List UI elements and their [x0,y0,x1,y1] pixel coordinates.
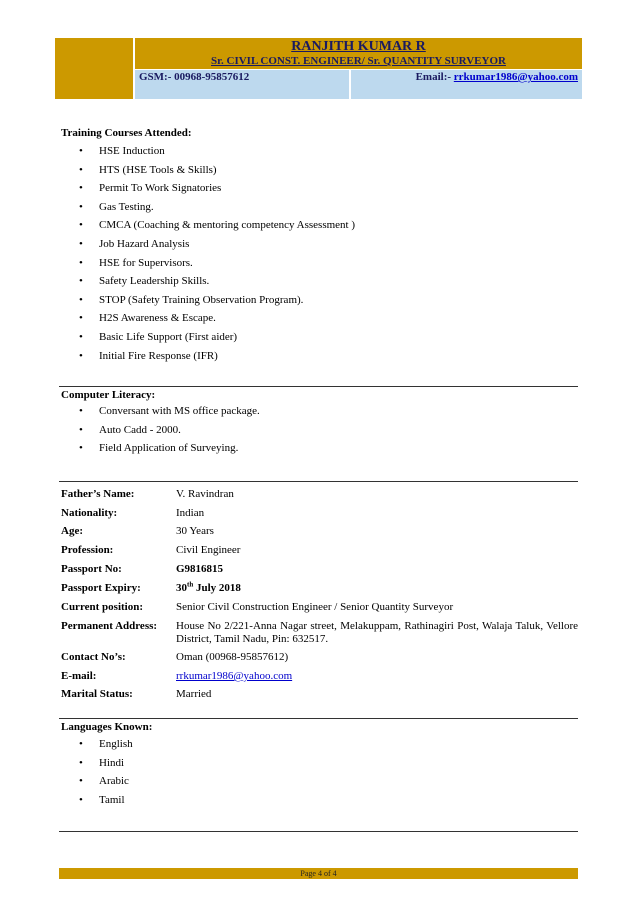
header-email-link[interactable]: rrkumar1986@yahoo.com [453,71,578,83]
list-item-text: Arabic [99,775,129,788]
detail-value: G9816815 [176,563,224,575]
bullet-icon: • [79,756,83,769]
detail-value: House No 2/221-Anna Nagar street, Melakuppam, Rathinagiri Post, Walaja Taluk, Vellore District, Tamil Nadu, Pin: 632517. [176,620,578,645]
list-item [79,291,355,310]
list-item-text: Field Application of Surveying. [99,442,239,455]
list-item [79,198,355,217]
list-item [79,179,355,198]
list-item [79,161,355,180]
bullet-icon: • [79,256,83,269]
list-item-text: Hindi [99,756,125,769]
page-number: Page 4 of 4 [300,869,337,878]
detail-value: Senior Civil Construction Engineer / Senior Quantity Surveyor [176,601,454,613]
detail-label: Current position: [61,601,143,613]
header-phone: GSM:- 00968-95857612 [139,71,250,83]
list-item-text: Safety Leadership Skills. [99,275,210,288]
list-item-text: Basic Life Support (First aider) [99,330,238,343]
list-item [79,328,355,347]
bullet-icon: • [79,145,83,157]
detail-value: Married [176,688,212,700]
detail-value: Civil Engineer [176,544,241,556]
detail-label: Profession: [61,544,114,556]
bullet-icon: • [79,738,83,750]
training-list [79,142,355,365]
detail-label: E-mail: [61,670,97,682]
training-title: Training Courses Attended: [61,127,192,139]
list-item [79,754,133,773]
languages-title: Languages Known: [61,721,153,733]
detail-label: Marital Status: [61,688,133,700]
bullet-icon: • [79,163,83,176]
list-item-text: Permit To Work Signatories [99,182,222,195]
bullet-icon: • [79,775,83,788]
header-divider [349,70,351,99]
bullet-icon: • [79,182,83,195]
list-item [79,216,355,235]
computer-title: Computer Literacy: [61,389,156,401]
list-item [79,142,355,161]
bullet-icon: • [79,330,83,343]
section-divider [59,718,578,719]
list-item [79,791,133,810]
bullet-icon: • [79,349,83,362]
detail-value: Oman (00968-95857612) [176,651,289,663]
bullet-icon: • [79,200,83,213]
list-item-text: HTS (HSE Tools & Skills) [99,163,217,176]
list-item-text: HSE Induction [99,145,165,157]
languages-list [79,735,133,809]
bullet-icon: • [79,442,83,455]
detail-label: Father’s Name: [61,488,135,500]
list-item [79,735,133,754]
list-item [79,272,355,291]
bullet-icon: • [79,237,83,250]
computer-list [79,402,260,458]
list-item-text: Initial Fire Response (IFR) [99,349,218,362]
list-item [79,309,355,328]
header-contact-block [135,70,582,99]
list-item-text: Job Hazard Analysis [99,237,190,250]
list-item [79,254,355,273]
detail-label: Nationality: [61,507,118,519]
header-email-label: Email:- [415,71,454,83]
list-item [79,439,260,458]
list-item [79,772,133,791]
header-email [416,71,578,83]
detail-label: Permanent Address: [61,620,158,632]
expiry-day-suffix: th [187,580,194,589]
list-item-text: Tamil [99,793,125,806]
detail-label: Age: [61,525,83,537]
list-item-text: CMCA (Coaching & mentoring competency Assessment ) [99,219,356,232]
section-divider [59,831,578,832]
list-item-text: STOP (Safety Training Observation Program). [99,293,304,306]
detail-label: Passport Expiry: [61,582,141,594]
list-item-text: Auto Cadd - 2000. [99,423,181,436]
resume-header [55,38,582,99]
detail-value: V. Ravindran [176,488,234,500]
list-item-text: English [99,738,133,750]
page-footer [59,868,578,879]
detail-label: Contact No’s: [61,651,126,663]
bullet-icon: • [79,219,83,232]
bullet-icon: • [79,793,83,806]
detail-label: Passport No: [61,563,122,575]
section-divider [59,481,578,482]
bullet-icon: • [79,293,83,306]
bullet-icon: • [79,312,83,325]
detail-value [176,582,578,595]
candidate-role: Sr. CIVIL CONST. ENGINEER/ Sr. QUANTITY SURVEYOR [211,55,506,67]
detail-value [176,670,578,683]
expiry-day: 30 [176,582,187,594]
bullet-icon: • [79,405,83,417]
list-item-text: Gas Testing. [99,200,154,213]
list-item-text: HSE for Supervisors. [99,256,193,269]
list-item [79,421,260,440]
detail-value: Indian [176,507,205,519]
list-item [79,402,260,421]
bullet-icon: • [79,275,83,288]
list-item [79,235,355,254]
email-link[interactable]: rrkumar1986@yahoo.com [176,670,293,682]
list-item [79,347,355,366]
header-color-block [55,38,133,99]
header-title-block [135,38,582,69]
list-item-text: H2S Awareness & Escape. [99,312,216,325]
candidate-name: RANJITH KUMAR R [291,39,426,54]
list-item-text: Conversant with MS office package. [99,405,260,417]
section-divider [59,386,578,387]
detail-value: 30 Years [176,525,214,537]
expiry-month-year: July 2018 [193,582,241,594]
bullet-icon: • [79,423,83,436]
